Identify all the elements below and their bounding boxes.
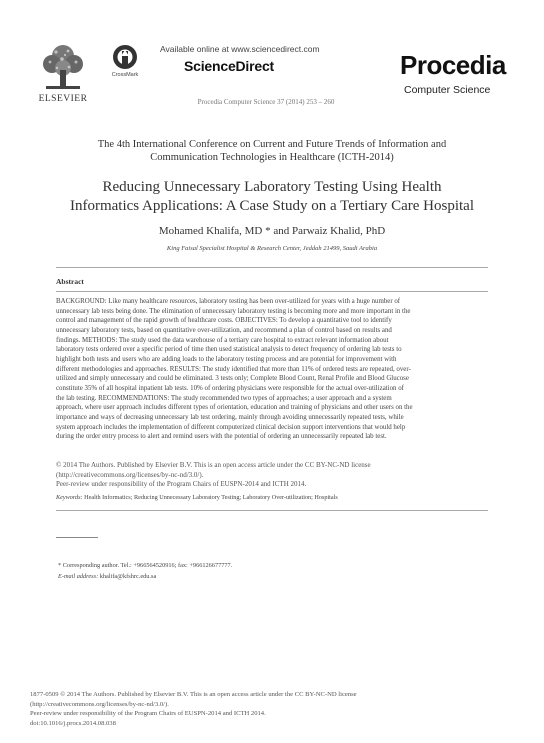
title-line-2: Informatics Applications: A Case Study on a Tertiary Care Hospital (69, 198, 475, 214)
footer-copyright: 1877-0509 © 2014 The Authors. Published by Elsevier B.V. This is an open access article under the CC BY-NC-ND license (30, 691, 357, 698)
platform-wordmark: ScienceDirect (184, 58, 275, 74)
abstract-line: BACKGROUND: Like many healthcare resources, laboratory testing has been over-utilized for years with a huge number of (56, 298, 401, 305)
abstract-line: during the order entry process to alert and remind users with the potential of ordering an unnecessarily repeated lab test. (56, 433, 387, 441)
email-line (58, 571, 478, 582)
abstract-line: laboratory tests ordered over a specific period of time then used statistical analysis to detect frequency of ordering lab tests to (56, 346, 402, 354)
abstract-line: unnecessary laboratory tests, based on quantitative over-utilization, and recommend a plan of control based on results and (56, 326, 392, 334)
conference-name (70, 138, 474, 164)
conference-line-1: The 4th International Conference on Current and Future Trends of Information and (97, 139, 447, 150)
elsevier-tree-icon (38, 42, 88, 92)
keywords-label: Keywords: (56, 494, 83, 501)
elsevier-logo (34, 42, 92, 106)
abstract-line: control and management of the rapid growth of healthcare costs. OBJECTIVES: To develop a quantitative tool to identify (56, 317, 392, 325)
title-line-1: Reducing Unnecessary Laboratory Testing Using Health (102, 179, 442, 195)
available-online-text: Available online at www.sciencedirect.com (160, 44, 320, 54)
journal-subtitle: Computer Science (404, 84, 491, 96)
abstract-line: utilized and simply unnecessary and could be eliminated. 3 tests only; Complete Blood Count, Renal Profile and Blood Glucose (56, 375, 409, 383)
abstract-line: findings. METHODS: The study used the data warehouse of a tertiary care hospital to extract relevant information about (56, 336, 389, 344)
abstract-divider (56, 291, 488, 292)
abstract-line: constitute 35% of all hospital inpatient lab tests. 10% of ordering physicians were responsible for the actual over-utilization of (56, 384, 404, 392)
footer-doi[interactable]: doi:10.1016/j.procs.2014.08.038 (30, 719, 116, 727)
article-title (50, 178, 494, 216)
crossmark-label: CrossMark (111, 72, 139, 78)
journal-citation: Procedia Computer Science 37 (2014) 253 – 260 (197, 98, 335, 106)
license-line-1: © 2014 The Authors. Published by Elsevier B.V. This is an open access article under the CC BY-NC-ND license (56, 461, 371, 469)
corresponding-author-contact: * Corresponding author. Tel.: +966564520916; fax: +966126677777. (58, 562, 233, 569)
conference-line-2: Communication Technologies in Healthcare (ICTH-2014) (150, 152, 394, 163)
footnote-divider (56, 537, 98, 538)
page-footer (30, 690, 470, 728)
crossmark-badge[interactable] (108, 44, 142, 84)
article-authors: Mohamed Khalifa, MD * and Parwaiz Khalid, PhD (158, 225, 386, 237)
abstract-heading: Abstract (56, 277, 84, 286)
footer-peer-review: Peer-review under responsibility of the Program Chairs of EUSPN-2014 and ICTH 2014. (30, 710, 266, 718)
license-statement (56, 461, 488, 490)
publisher-wordmark: ELSEVIER (38, 94, 88, 104)
license-link[interactable]: (http://creativecommons.org/licenses/by-nc-nd/3.0/). (56, 470, 204, 479)
abstract-body (56, 297, 488, 442)
peer-review-statement: Peer-review under responsibility of the Program Chairs of EUSPN-2014 and ICTH 2014. (56, 480, 307, 488)
footer-license-link[interactable]: (http://creativecommons.org/licenses/by-nc-nd/3.0/). (30, 700, 169, 708)
abstract-line: system approach includes the implementation of different computerized clinical decision support interventions that would help (56, 423, 406, 431)
abstract-line: approach, where user approach includes different types of orientation, education and training of physicians and other users on the (56, 404, 413, 412)
abstract-line: the lab testing. RECOMMENDATIONS: The study recommended two types of approaches; a user approach and a system (56, 394, 392, 402)
abstract-line: different methodologies and approaches. RESULTS: The study identified that more than 11% of ordered tests are repeated, over- (56, 365, 411, 373)
corresponding-author-footnote (58, 560, 478, 582)
abstract-line: highlight both tests and users who are adding loads to the laboratory testing process and are potential for improvement with (56, 355, 397, 363)
keywords-divider (56, 510, 488, 511)
email-label: E-mail address: (58, 573, 99, 580)
abstract-line: importance and ways of decreasing unnecessary lab test ordering, mainly through avoiding unnecessarily repeated tests, while (56, 413, 404, 421)
author-affiliation: King Faisal Specialist Hospital & Research Center, Jeddah 21499, Saudi Arabia (166, 245, 378, 252)
top-divider (56, 267, 488, 268)
keywords-list: Health Informatics; Reducing Unnecessary Laboratory Testing; Laboratory Over-utilization; Hospitals (82, 494, 338, 501)
crossmark-icon (112, 44, 138, 70)
email-address[interactable]: khalifa@kfshrc.edu.sa (98, 573, 157, 580)
journal-brand: Procedia (400, 50, 506, 80)
abstract-line: unnecessary lab tests being done. The elimination of unnecessary laboratory testing is becoming more and more important in the (56, 307, 411, 315)
keywords (56, 494, 488, 501)
